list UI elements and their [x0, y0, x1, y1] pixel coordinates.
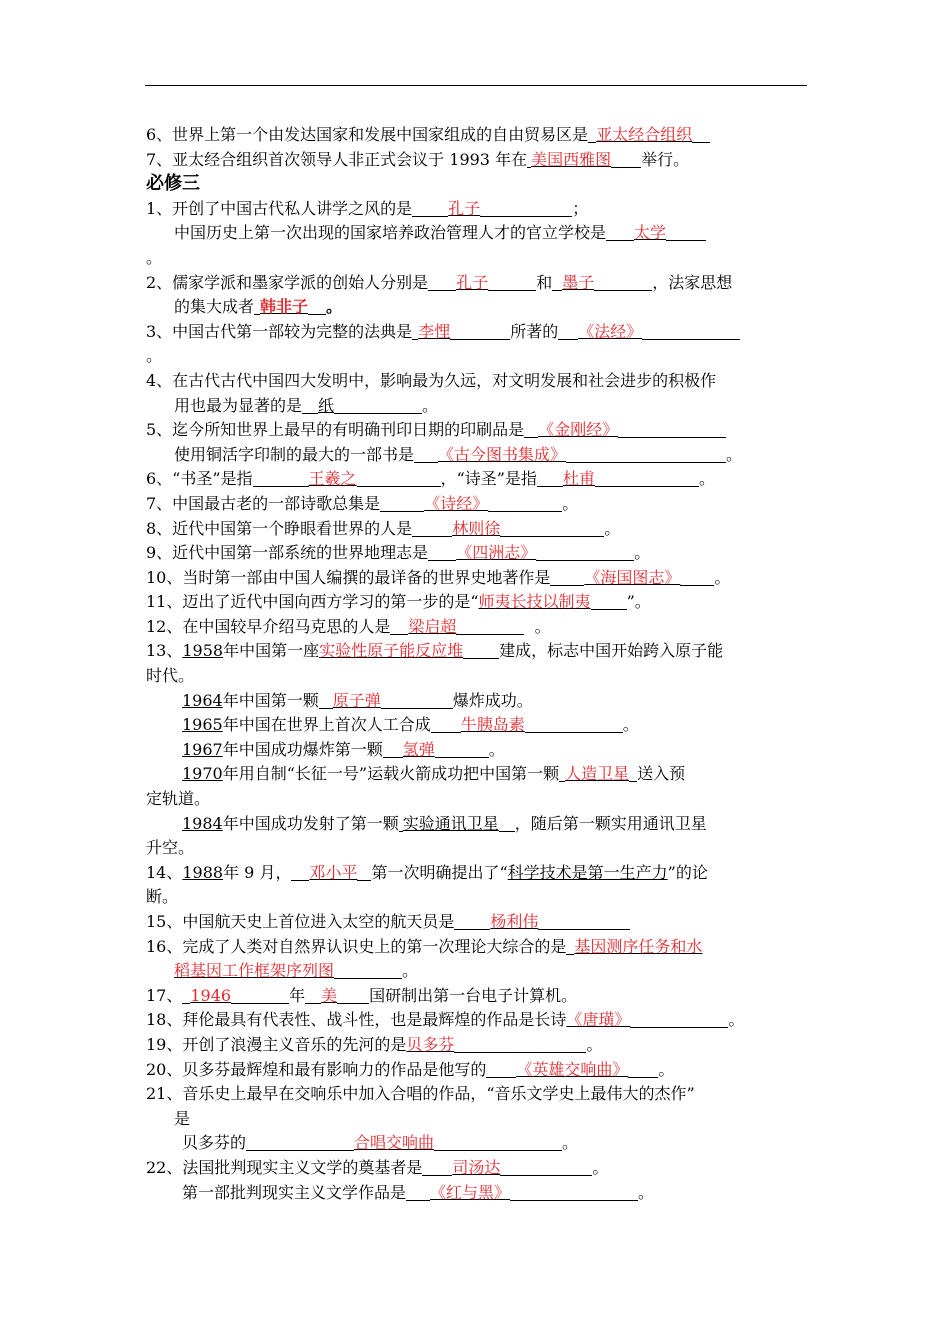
question-20 — [146, 1058, 810, 1083]
question-text: 。 — [638, 1182, 655, 1202]
section-heading: 必修三 — [146, 173, 200, 195]
question-22 — [146, 1156, 810, 1181]
question-text: 年中国成功爆炸第一颗 — [222, 739, 383, 759]
answer: 太学 — [634, 223, 667, 243]
question-text: 定轨道。 — [146, 789, 211, 809]
year: 1984 — [182, 813, 223, 833]
question-text: 贝多芬的 — [182, 1133, 247, 1153]
question-1-line2 — [146, 221, 810, 246]
question-text: 6、“书圣”是指 — [146, 469, 253, 489]
answer: 实验通讯卫星 — [402, 813, 499, 833]
quote: 科学技术是第一生产力 — [507, 862, 668, 882]
question-text: 使用铜活字印制的最大的一部书是 — [174, 444, 415, 464]
question-text: 国研制出第一台电子计算机。 — [369, 985, 578, 1005]
question-text: 22、法国批判现实主义文学的奠基者是 — [146, 1157, 423, 1177]
question-5-line2 — [146, 443, 810, 468]
year: 1988 — [182, 862, 224, 882]
question-text: 所著的 — [510, 321, 559, 341]
question-text: 16、完成了人类对自然界认识史上的第一次理论大综合的是 — [146, 936, 567, 956]
question-text: 断。 — [146, 887, 179, 907]
answer: 墨子 — [562, 272, 595, 292]
question-16-line2 — [146, 959, 810, 984]
question-19 — [146, 1033, 810, 1058]
question-text: 第一部批判现实主义文学作品是 — [182, 1182, 407, 1202]
question-text: 的集大成者 — [174, 297, 255, 317]
question-text: 。 — [586, 1034, 603, 1054]
question-9 — [146, 541, 810, 566]
header-rule — [145, 85, 807, 86]
answer: 亚太经合组织 — [596, 125, 693, 144]
question-4-line2 — [146, 394, 810, 419]
question-text: 。 — [402, 961, 419, 981]
question-text: 20、贝多芬最辉煌和最有影响力的作品是他写的 — [146, 1059, 487, 1079]
question-11 — [146, 590, 810, 615]
answer: 贝多芬 — [406, 1034, 455, 1054]
question-text: ，随后第一颗实用通讯卫星 — [514, 813, 707, 833]
question-text: 。 — [326, 297, 343, 317]
question-3 — [146, 320, 810, 345]
question-text: ”。 — [626, 592, 651, 612]
question-text: 14、 — [146, 862, 183, 882]
answer: 《红与黑》 — [430, 1182, 511, 1202]
question-1 — [146, 197, 810, 222]
question-13-sub5-line2 — [146, 836, 810, 861]
question-text: 送入预 — [637, 764, 686, 784]
question-22-line2 — [146, 1181, 810, 1206]
question-21-line3 — [146, 1131, 810, 1156]
question-text: 。 — [562, 493, 579, 513]
answer: 王羲之 — [308, 469, 357, 489]
answer: 师夷长技以制夷 — [478, 592, 591, 612]
question-14 — [146, 861, 810, 886]
question-2 — [146, 271, 810, 296]
question-text: 时代。 — [146, 666, 195, 686]
question-text: 3、中国古代第一部较为完整的法典是 — [146, 321, 413, 341]
question-text: 爆炸成功。 — [452, 690, 533, 710]
question-text: 2、儒家学派和墨家学派的创始人分别是 — [146, 272, 429, 292]
answer: 《法经》 — [578, 321, 643, 341]
question-text: 。 — [604, 518, 621, 538]
answer: 氢弹 — [402, 739, 435, 759]
question-15 — [146, 910, 810, 935]
question-text: ； — [572, 198, 589, 218]
question-text: 18、拜伦最具有代表性、战斗性，也是最辉煌的作品是长诗 — [146, 1010, 567, 1030]
question-text: 。 — [698, 469, 715, 489]
question-6 — [146, 467, 810, 492]
question-text: ，“诗圣”是指 — [440, 469, 537, 489]
answer: 美国西雅图 — [531, 149, 612, 169]
answer: 合唱交响曲 — [354, 1133, 435, 1153]
year: 1970 — [182, 764, 223, 784]
question-13-sub4 — [146, 762, 810, 787]
answer: 牛胰岛素 — [460, 715, 525, 735]
question-text: 。 — [422, 395, 439, 415]
answer: 稻基因工作框架序列图 — [174, 961, 335, 981]
question-text: 。 — [146, 346, 163, 366]
answer: 孔子 — [448, 198, 481, 218]
question-10 — [146, 566, 810, 591]
question-16 — [146, 935, 810, 960]
question-1-line3 — [146, 246, 810, 271]
question-text: 年 — [289, 985, 306, 1005]
answer: 纸 — [318, 395, 335, 415]
question-line — [146, 148, 810, 173]
question-text: ”的论 — [667, 862, 708, 882]
question-13-sub2 — [146, 713, 810, 738]
answer: 韩非子 — [260, 297, 309, 317]
year: 1965 — [182, 715, 223, 735]
question-text: 年用自制“长征一号”运载火箭成功把中国第一颗 — [222, 764, 560, 784]
question-2-line2 — [146, 295, 810, 320]
question-13-line2 — [146, 664, 810, 689]
question-13-sub3 — [146, 738, 810, 763]
answer: 基因测序任务和水 — [574, 936, 703, 956]
question-text: ，法家思想 — [652, 272, 733, 292]
answer: 人造卫星 — [565, 764, 630, 784]
year: 1958 — [182, 641, 224, 661]
question-17 — [146, 984, 810, 1009]
question-text: 。 — [146, 247, 163, 267]
question-line — [146, 123, 810, 148]
question-text: 6、世界上第一个由发达国家和发展中国家组成的自由贸易区是 — [146, 125, 589, 144]
question-text: 。 — [622, 715, 639, 735]
question-13-sub4-line2 — [146, 787, 810, 812]
answer: 《金刚经》 — [538, 420, 619, 440]
answer: 杜甫 — [562, 469, 595, 489]
question-text: 。 — [634, 543, 651, 563]
question-text: 。 — [728, 1010, 745, 1030]
answer: 孔子 — [456, 272, 489, 292]
question-text: 8、近代中国第一个睁眼看世界的人是 — [146, 518, 413, 538]
question-text: 21、音乐史上最早在交响乐中加入合唱的作品，“音乐文学史上最伟大的杰作” — [146, 1084, 695, 1104]
question-text: 。 — [726, 444, 743, 464]
question-5 — [146, 418, 810, 443]
question-text: 中国历史上第一次出现的国家培养政治管理人才的官立学校是 — [174, 223, 607, 243]
question-13-sub1 — [146, 689, 810, 714]
question-13 — [146, 639, 810, 664]
question-14-line2 — [146, 885, 810, 910]
question-text: 。 — [592, 1157, 609, 1177]
answer: 实验性原子能反应堆 — [319, 641, 464, 661]
year: 1964 — [182, 690, 223, 710]
question-text: 第一次明确提出了“ — [371, 862, 508, 882]
question-text: 。 — [658, 1059, 675, 1079]
answer: 美 — [321, 985, 338, 1005]
question-text: 用也最为显著的是 — [174, 395, 303, 415]
answer: 《海国图志》 — [584, 567, 681, 587]
question-text: 17、 — [146, 985, 183, 1005]
answer: 邓小平 — [309, 862, 358, 882]
question-13-sub5 — [146, 812, 810, 837]
question-3-line2 — [146, 344, 810, 369]
question-7 — [146, 492, 810, 517]
question-8 — [146, 517, 810, 542]
question-text: 举行。 — [641, 149, 690, 169]
question-text: 年中国成功发射了第一颗 — [222, 813, 399, 833]
answer: 《古今图书集成》 — [438, 444, 567, 464]
question-text: 。 — [562, 1133, 579, 1153]
question-text: 年 9 月， — [223, 862, 292, 882]
question-text: 和 — [536, 272, 553, 292]
question-text: 9、近代中国第一部系统的世界地理志是 — [146, 543, 429, 563]
question-text: 4、在古代古代中国四大发明中，影响最为久远，对文明发展和社会进步的积极作 — [146, 370, 717, 390]
answer: 1946 — [190, 985, 232, 1005]
question-text: 5、迄今所知世界上最早的有明确刊印日期的印刷品是 — [146, 420, 525, 440]
question-text: 。 — [488, 739, 505, 759]
year: 1967 — [182, 739, 223, 759]
question-text: 升空。 — [146, 838, 195, 858]
question-text: 12、在中国较早介绍马克思的人是 — [146, 616, 391, 636]
question-text: 13、 — [146, 641, 183, 661]
answer: 《唐璜》 — [566, 1010, 631, 1030]
question-text: 年中国第一座 — [223, 641, 320, 661]
document-body — [146, 123, 810, 1205]
question-text: 7、中国最古老的一部诗歌总集是 — [146, 493, 381, 513]
question-18 — [146, 1008, 810, 1033]
question-text: 建成，标志中国开始跨入原子能 — [499, 641, 724, 661]
answer: 《英雄交响曲》 — [516, 1059, 629, 1079]
question-text: 年中国第一颗 — [222, 690, 319, 710]
question-21-line2 — [146, 1107, 810, 1132]
answer: 原子弹 — [332, 690, 381, 710]
question-text: 7、亚太经合组织首次领导人非正式会议于 1993 年在 — [146, 149, 528, 169]
question-4 — [146, 369, 810, 394]
answer: 杨利伟 — [490, 912, 539, 931]
question-text: 19、开创了浪漫主义音乐的先河的是 — [146, 1034, 407, 1054]
question-text: 年中国在世界上首次人工合成 — [222, 715, 431, 735]
question-text: 10、当时第一部由中国人编撰的最详备的世界史地著作是 — [146, 567, 551, 587]
answer: 林则徐 — [452, 518, 501, 538]
question-text: 1、开创了中国古代私人讲学之风的是 — [146, 198, 413, 218]
answer: 《四洲志》 — [456, 543, 537, 563]
answer: 司汤达 — [452, 1157, 501, 1177]
question-text: 是 — [174, 1108, 191, 1128]
answer: 李悝 — [418, 321, 451, 341]
question-text: 。 — [714, 567, 731, 587]
question-21 — [146, 1082, 810, 1107]
question-12 — [146, 615, 810, 640]
question-text: 11、迈出了近代中国向西方学习的第一步的是“ — [146, 592, 479, 612]
question-text: 15、中国航天史上首位进入太空的航天员是 — [146, 912, 455, 931]
answer: 《诗经》 — [424, 493, 489, 513]
answer: 梁启超 — [408, 616, 457, 636]
question-text: 。 — [534, 616, 551, 636]
